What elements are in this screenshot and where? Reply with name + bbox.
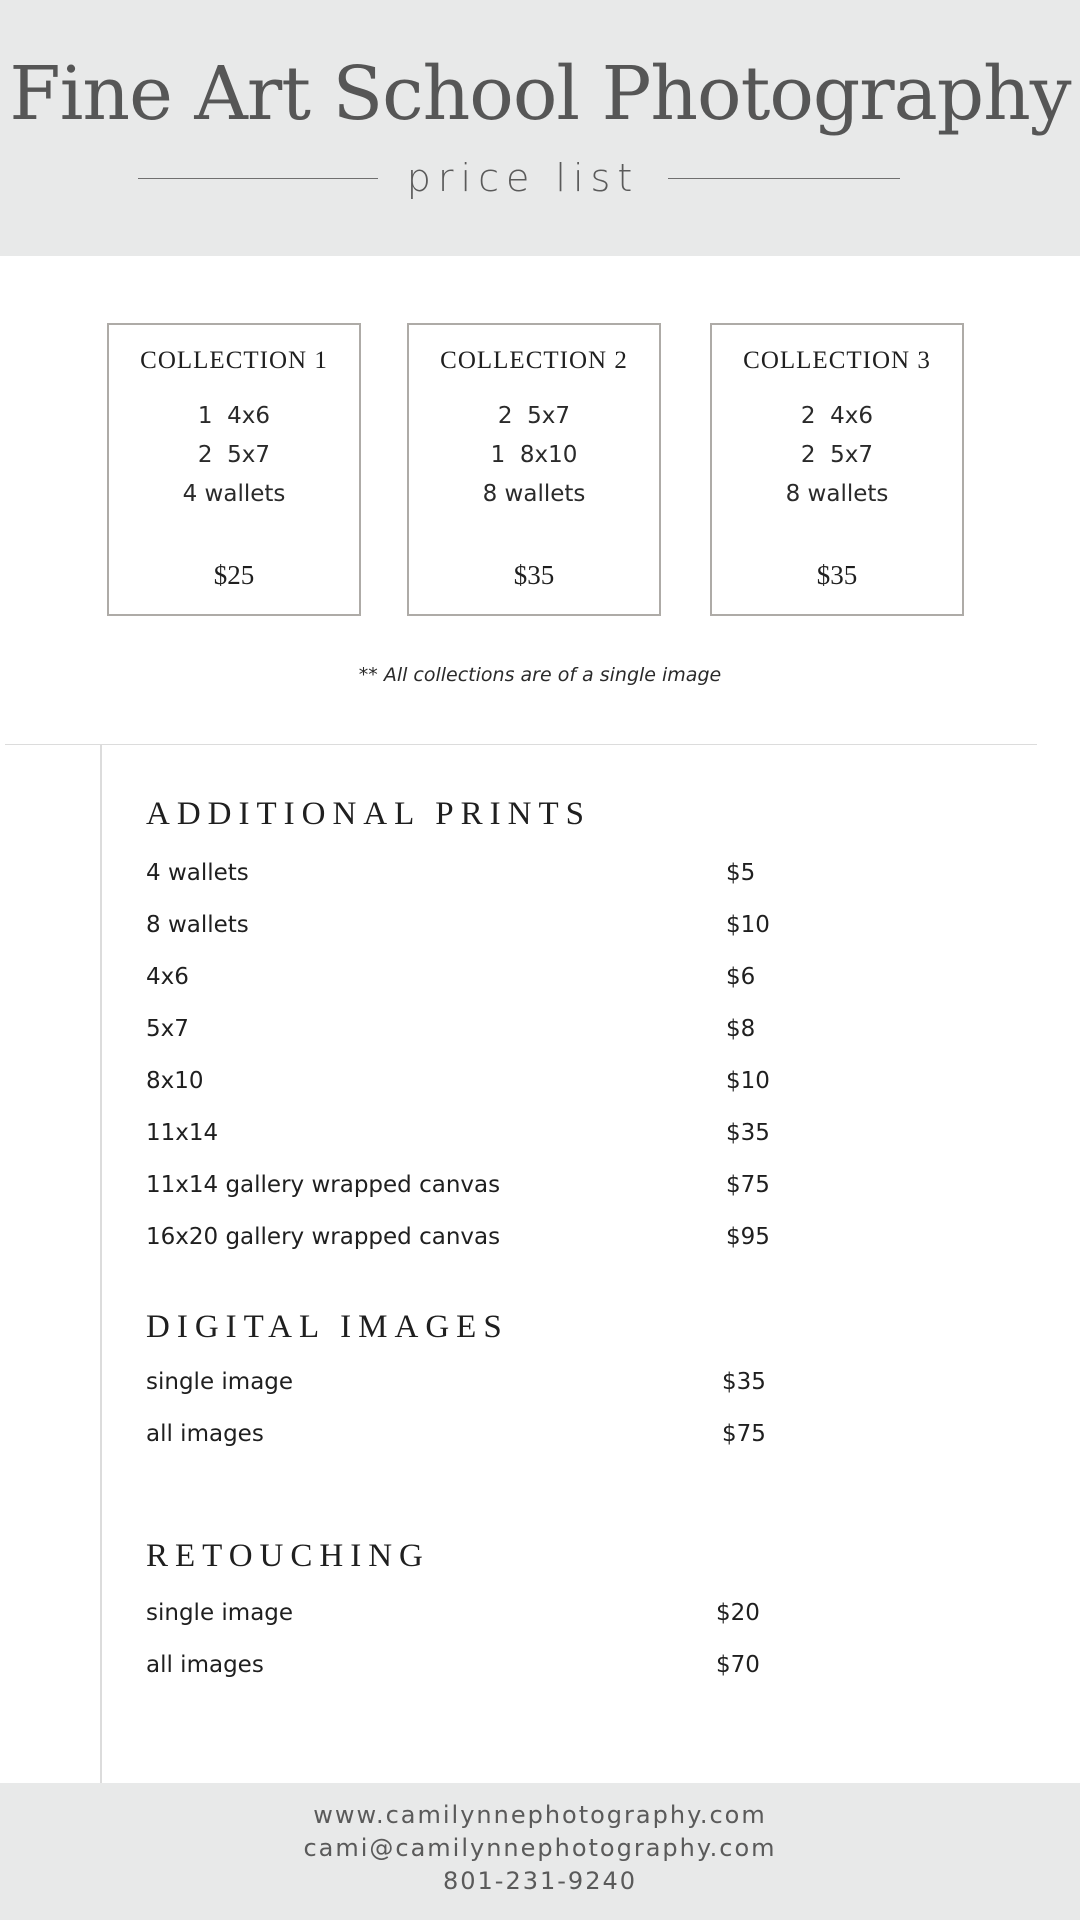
price-item: 4x6 (146, 964, 189, 990)
collections-note: ** All collections are of a single image (358, 664, 722, 686)
price-value: $8 (726, 1016, 756, 1042)
collection-item: 1 4x6 (197, 403, 271, 429)
collection-price: $35 (816, 560, 858, 590)
price-item: 5x7 (146, 1016, 189, 1042)
price-row (146, 1408, 786, 1460)
price-item: 8x10 (146, 1068, 204, 1094)
price-item: all images (146, 1421, 264, 1447)
price-value: $75 (726, 1172, 770, 1198)
phone-number: 801-231-9240 (442, 1867, 637, 1895)
digital-images-heading: DIGITAL IMAGES (146, 1309, 509, 1345)
price-row (146, 1587, 786, 1639)
collection-items (109, 397, 359, 514)
price-item: single image (146, 1600, 294, 1626)
price-item: 11x14 (146, 1120, 219, 1146)
price-item: 11x14 gallery wrapped canvas (146, 1172, 501, 1198)
collection-item: 4 wallets (182, 481, 286, 507)
retouching-list (146, 1587, 786, 1691)
collection-price: $35 (513, 560, 555, 590)
collection-card-2 (407, 323, 661, 616)
price-item: all images (146, 1652, 264, 1678)
retouching-heading: RETOUCHING (146, 1538, 430, 1574)
additional-prints-list (146, 847, 786, 1263)
collection-item: 8 wallets (482, 481, 586, 507)
collection-item: 1 8x10 (490, 442, 578, 468)
price-row (146, 1107, 786, 1159)
price-value: $75 (722, 1421, 766, 1447)
price-value: $95 (726, 1224, 770, 1250)
footer-contact (0, 1783, 1080, 1920)
collection-items (409, 397, 659, 514)
price-value: $35 (722, 1369, 766, 1395)
price-row (146, 951, 786, 1003)
header-banner (0, 0, 1080, 256)
price-row (146, 1639, 786, 1691)
price-value: $70 (716, 1652, 760, 1678)
price-row (146, 847, 786, 899)
collection-price: $25 (213, 560, 255, 590)
price-row (146, 1356, 786, 1408)
price-value: $10 (726, 1068, 770, 1094)
digital-images-list (146, 1356, 786, 1460)
price-item: 8 wallets (146, 912, 249, 938)
collection-item: 2 5x7 (197, 442, 271, 468)
email-link[interactable]: cami@camilynnephotography.com (303, 1834, 777, 1862)
section-divider-horizontal (5, 744, 1037, 745)
price-value: $20 (716, 1600, 760, 1626)
price-value: $5 (726, 860, 756, 886)
price-row (146, 1055, 786, 1107)
price-item: 16x20 gallery wrapped canvas (146, 1224, 501, 1250)
price-row (146, 1211, 786, 1263)
collection-name: COLLECTION 1 (140, 347, 328, 374)
collection-name: COLLECTION 3 (743, 347, 931, 374)
price-value: $6 (726, 964, 756, 990)
price-row (146, 899, 786, 951)
price-row (146, 1003, 786, 1055)
collection-item: 2 4x6 (800, 403, 874, 429)
website-link[interactable]: www.camilynnephotography.com (313, 1801, 767, 1829)
price-value: $35 (726, 1120, 770, 1146)
additional-prints-heading: ADDITIONAL PRINTS (146, 796, 592, 832)
subtitle-rule-right (668, 178, 900, 179)
price-item: 4 wallets (146, 860, 249, 886)
collection-item: 2 5x7 (800, 442, 874, 468)
collection-name: COLLECTION 2 (440, 347, 628, 374)
price-row (146, 1159, 786, 1211)
collection-card-1 (107, 323, 361, 616)
collection-item: 2 5x7 (497, 403, 571, 429)
collection-card-3 (710, 323, 964, 616)
section-divider-vertical (100, 744, 102, 1784)
page-title: Fine Art School Photography (9, 51, 1071, 137)
page-subtitle: price list (406, 156, 640, 200)
collection-item: 8 wallets (785, 481, 889, 507)
subtitle-rule-left (138, 178, 378, 179)
collection-items (712, 397, 962, 514)
price-item: single image (146, 1369, 294, 1395)
price-value: $10 (726, 912, 770, 938)
